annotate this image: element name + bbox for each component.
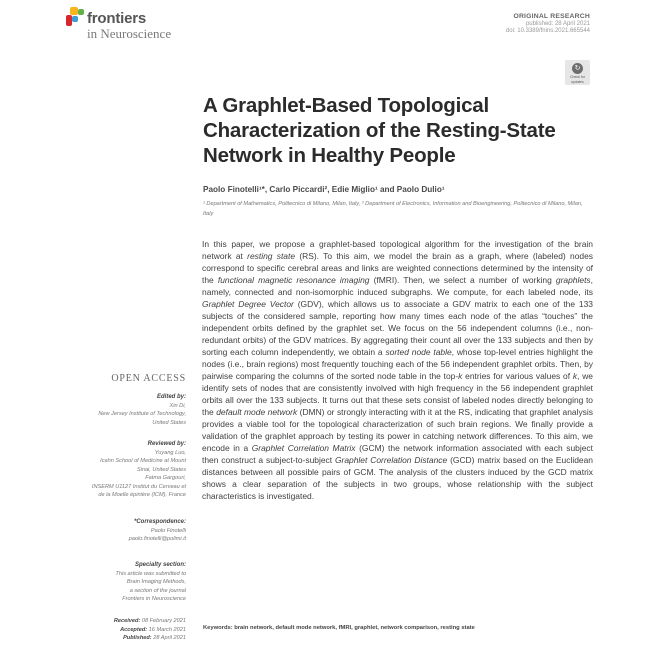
open-access-label: OPEN ACCESS xyxy=(111,373,186,384)
abstract: In this paper, we propose a graphlet-based topological algorithm for the investigation of the brain network at resting state (RS). To this aim, we model the brain as a graph, where (labeled) nodes correspond to specific cerebral areas and links are weighted connections determined by the intensity of the functional magnetic resonance imaging (fMRI). Then, we select a number of working graphlets, namely, connected and non-isomorphic induced subgraphs. We compute, for each labeled node, its Graphlet Degree Vector (GDV), which allows us to associate a GDV matrix to each one of the 133 subjects of the considered sample, reporting how many times each node of the atlas “touches” the independent orbits defined by the graphlet set. We focus on the 56 independent columns (i.e., non-redundant orbits) of the GDV matrices. By aggregating their count all over the 133 subjects and then by sorting each column independently, we obtain a sorted node table, whose top-level entries highlight the nodes (i.e., brain regions) most frequently touching each of the 56 independent graphlet orbits. Then, by pairwise comparing the columns of the sorted node table in the top-k entries for various values of k, we identify sets of nodes that are consistently involved with high frequency in the 56 independent graphlet orbits all over the 133 subjects. It turns out that these sets consist of labeled nodes directly belonging to the default mode network (DMN) or strongly interacting with it at the RS, indicating that graphlet analysis provides a viable tool for the topological characterization of such brain regions. We finally provide a validation of the graphlet approach by testing its power in catching network differences. To this aim, we encode in a Graphlet Correlation Matrix (GCM) the network information associated with each subject then construct a subject-to-subject Graphlet Correlation Distance (GCD) matrix based on the Euclidean distances between all possible pairs of GCM. The analysis of the clusters induced by the GCD matrix shows a clear separation of the subjects in two groups, whose relationship with the subject characteristics is investigated. xyxy=(202,239,593,501)
frontiers-logo-icon xyxy=(66,7,86,27)
journal-logo xyxy=(66,7,206,43)
edited-by: Edited by: Xin Di, New Jersey Institute of Technology, United States xyxy=(98,394,186,426)
check-updates-line1: Check for xyxy=(570,75,585,79)
article-header xyxy=(506,13,590,36)
check-for-updates-button[interactable] xyxy=(565,60,590,85)
reviewed-by: Reviewed by: Yuyang Luo, Icahn School of Medicine at Mount Sinai, United States Fatma Gargouri, INSERM U1127 Institut du Cerveau et de la Moelle épinière (ICM), France xyxy=(91,441,186,498)
check-updates-line2: updates xyxy=(571,80,584,84)
logo-journal: in Neuroscience xyxy=(87,26,172,41)
article-dates: Received: 08 February 2021 Accepted: 16 March 2021 Published: 28 April 2021 xyxy=(113,618,186,641)
logo-brand: frontiers xyxy=(87,10,147,27)
affiliations: ¹ Department of Mathematics, Politecnico di Milano, Milan, Italy, ² Department of Electronics, Information and Bioengineering, Politecnico di Milano, Milan, Italy xyxy=(203,201,583,217)
doi[interactable]: doi: 10.3389/fnins.2021.665544 xyxy=(505,28,590,34)
correspondence: *Correspondence: Paolo Finotelli paolo.finotelli@polimi.it xyxy=(40,518,186,544)
article-type: ORIGINAL RESEARCH xyxy=(513,13,590,20)
refresh-icon: ↻ xyxy=(572,63,583,74)
authors: Paolo Finotelli¹*, Carlo Piccardi², Edie Miglio¹ and Paolo Dulio¹ xyxy=(203,185,445,194)
paper-title: A Graphlet-Based Topological Characterization of the Resting-State Network in Healthy People xyxy=(203,94,556,167)
correspondence-email[interactable]: paolo.finotelli@polimi.it xyxy=(128,536,186,542)
keywords: Keywords: brain network, default mode network, fMRI, graphlet, network comparison, resting state xyxy=(203,625,475,631)
specialty-section: Specialty section: This article was submitted to Brain Imaging Methods, a section of the journal Frontiers in Neuroscience xyxy=(115,562,186,602)
published-date: published: 28 April 2021 xyxy=(525,20,590,27)
